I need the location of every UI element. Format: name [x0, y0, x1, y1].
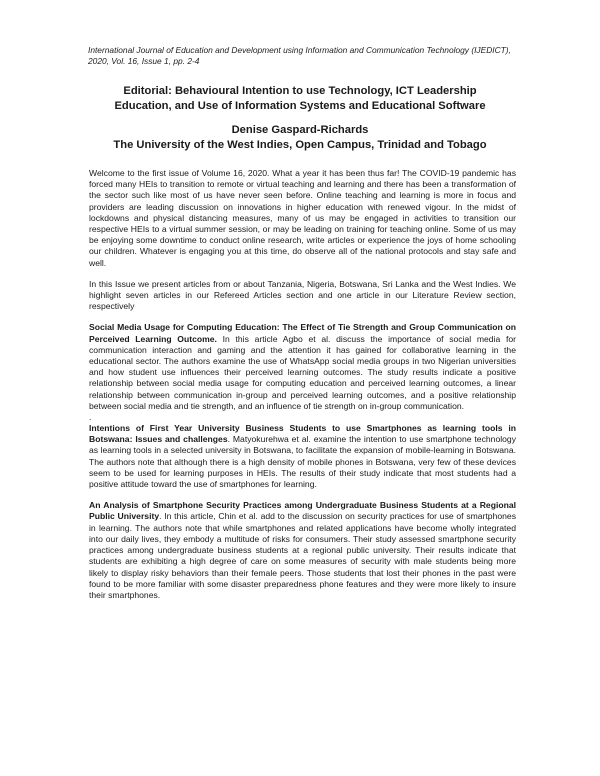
article-2-body: . Matyokurehwa et al. examine the intention to use smartphone technology as learning tools in a selected university in Botswana, to facilitate the expansion of mobile-learning in Botswana. The authors note that although there is a high density of mobile phones in Botswana, very few of these devices seem to be used for learning purposes in HEIs. The results of their study indicate that most students had a positive attitude toward the use of smartphones for learning.: [89, 434, 516, 490]
separator-dot: .: [89, 412, 92, 423]
article-3-body: . In this article, Chin et al. add to the discussion on security practices for use of smartphones in learning. The authors note that while smartphones and related applications have become wholly integrated into our daily lives, they embody a multitude of risks for consumers. Their study assessed smartphone security practices among undergraduate business students at a regional public university. Their results indicate that students are exhibiting a high degree of care on some measures of security with male students being more likely to display risky behaviors than their female peers. Those students that lost their phones in the past were found to be more familiar with some disaster preparedness phone features and they were more likely to insure their smartphones.: [89, 511, 517, 600]
article-2-title: Intentions of First Year University Business Students to use Smartphones as learning tools in Botswana: Issues and challenges: [89, 423, 516, 445]
issue-paragraph: In this Issue we present articles from or about Tanzania, Nigeria, Botswana, Sri Lanka and the West Indies. We highlight seven articles in our Refereed Articles section and one article in our Literature Review section, respectively: [89, 278, 516, 312]
title-line-2: Education, and Use of Information Systems and Educational Software: [114, 100, 486, 112]
author-block: [80, 123, 520, 153]
article-2-paragraph: [89, 423, 516, 490]
journal-header: International Journal of Education and Development using Information and Communication Technology (IJEDICT), 2020, Vol. 16, Issue 1, pp. 2-4: [88, 45, 511, 66]
intro-paragraph: Welcome to the first issue of Volume 16, 2020. What a year it has been thus far! The COVID-19 pandemic has forced many HEIs to transition to remote or virtual teaching and learning and there has been a transformation of the sector such like most of us have never seen before. Online teaching and learning is more in focus and providers are leading discussion on innovations in higher education with renewed vigour. In the midst of lockdowns and physical distancing measures, many of us may be engaged in activities to transition our respective HEIs to a virtual summer session, or may be leading on training for teaching online. Some of us may be enjoying some downtime to conduct online research, write articles or experience the joys of home schooling our children. Whatever is engaging you at this time, do observe all of the national protocols and stay safe and well.: [89, 168, 516, 268]
paper-body: [89, 168, 516, 611]
article-1-title: Social Media Usage for Computing Education: The Effect of Tie Strength and Group Communication on Perceived Learning Outcome.: [89, 322, 516, 344]
author-affiliation: The University of the West Indies, Open Campus, Trinidad and Tobago: [113, 139, 487, 151]
author-name: Denise Gaspard-Richards: [231, 124, 369, 136]
paper-title: [80, 84, 520, 114]
article-3-title: An Analysis of Smartphone Security Practices among Undergraduate Business Students at a Regional Public University: [89, 500, 516, 522]
article-1-paragraph: [89, 322, 516, 412]
title-line-1: Editorial: Behavioural Intention to use Technology, ICT Leadership: [123, 85, 477, 97]
article-1-body: In this article Agbo et al. discuss the importance of social media for communication interaction and gaming and the attention it has gained for collaborative learning in the educational sector. The authors examine the use of WhatsApp social media groups in two Nigerian universities and how student use influences their perceived learning outcomes. The study results indicate a positive relationship between social media usage for computing education and perceived learning outcomes, a linear relationship between communication in-group and perceived learning outcomes, and a positive relationship between social media and tie strength, and an influence of tie strength on in-group communication.: [89, 333, 517, 411]
article-3-paragraph: [89, 500, 516, 601]
